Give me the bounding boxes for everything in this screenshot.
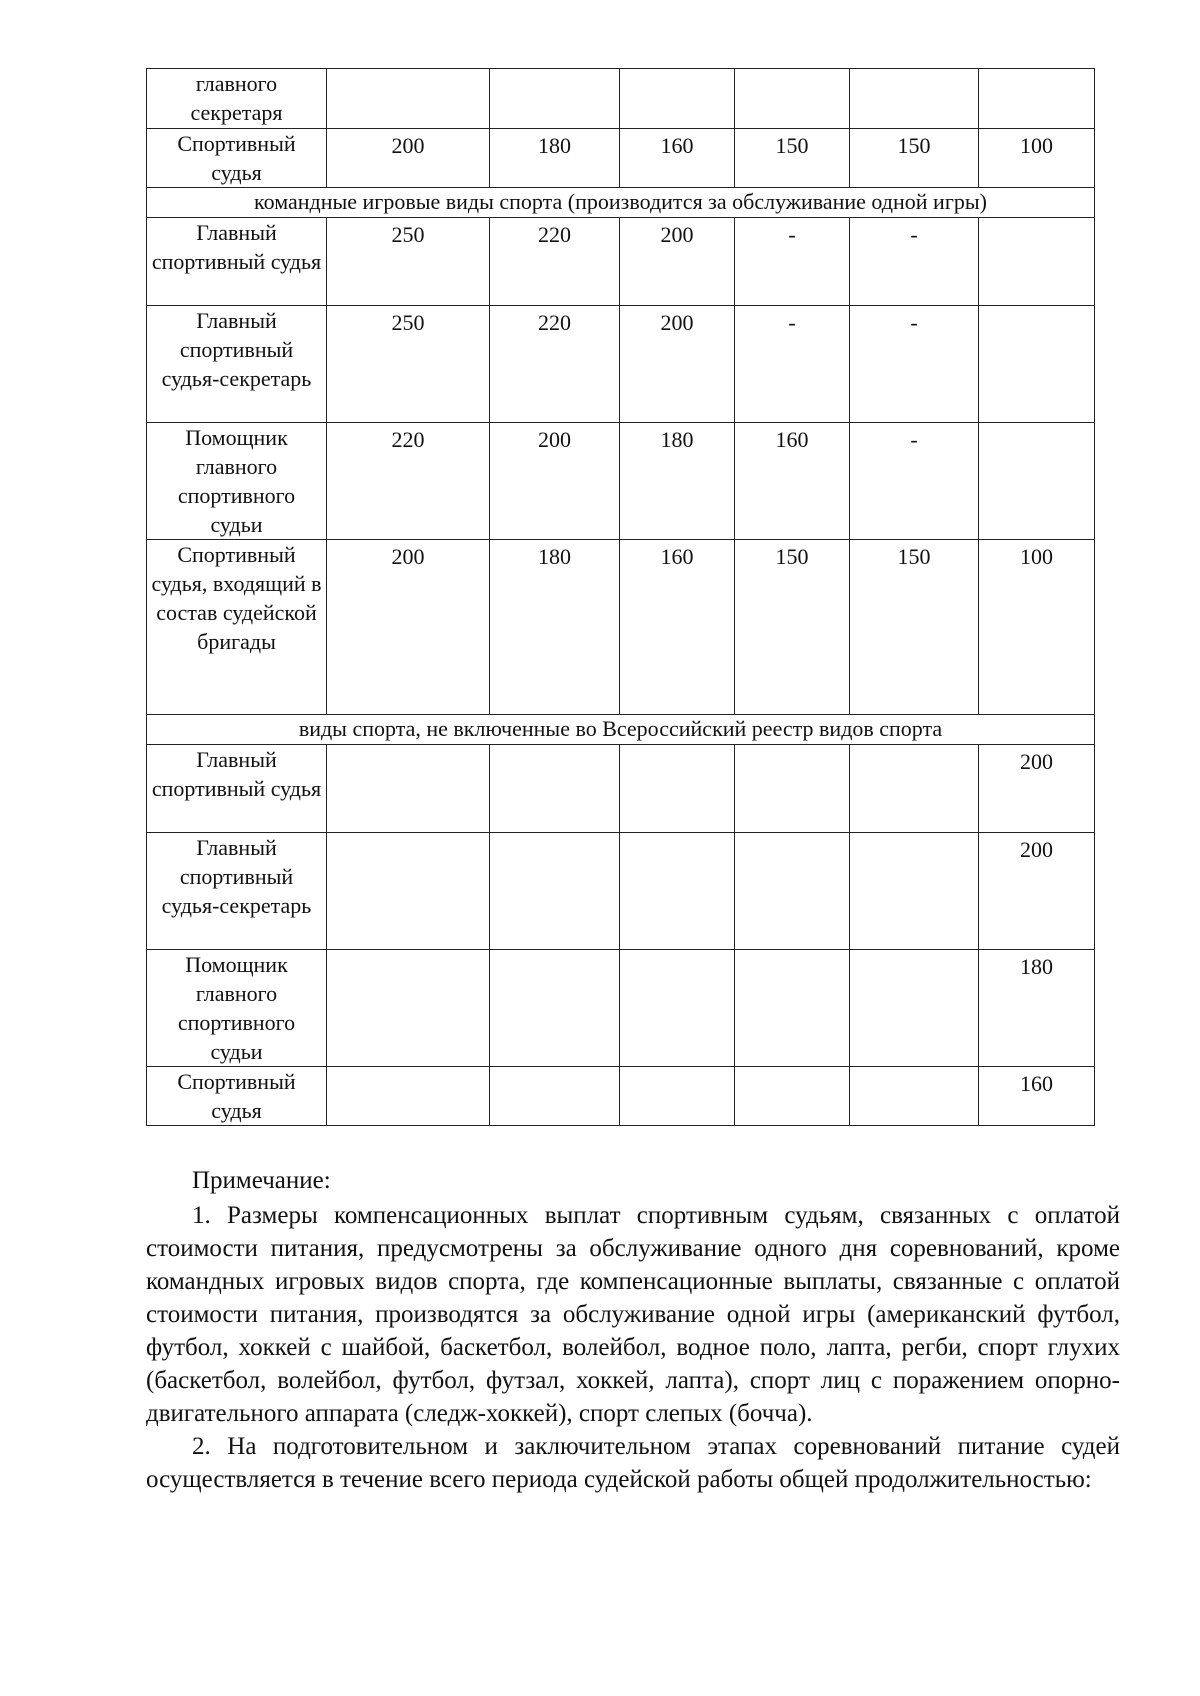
value-cell: 250	[327, 306, 490, 423]
notes-section	[146, 1164, 1120, 1496]
value-cell: 150	[735, 540, 850, 715]
value-cell: 180	[620, 423, 735, 540]
value-cell: 200	[327, 129, 490, 188]
value-cell: 160	[735, 423, 850, 540]
value-cell: 100	[979, 129, 1095, 188]
compensation-table	[146, 68, 1095, 1126]
role-cell: Помощник главного спортивного судьи	[147, 950, 327, 1067]
role-cell: Спортивный судья	[147, 1067, 327, 1126]
value-cell	[979, 306, 1095, 423]
value-cell	[490, 833, 620, 950]
value-cell	[850, 69, 979, 129]
value-cell	[979, 218, 1095, 306]
value-cell: 220	[490, 306, 620, 423]
value-cell	[735, 745, 850, 833]
table-row	[147, 540, 1095, 715]
section-row	[147, 715, 1095, 745]
role-cell: Главный спортивный судья	[147, 745, 327, 833]
value-cell: 180	[490, 129, 620, 188]
value-cell: 200	[490, 423, 620, 540]
value-cell	[490, 745, 620, 833]
value-cell: 160	[620, 129, 735, 188]
value-cell	[979, 423, 1095, 540]
value-cell: 160	[620, 540, 735, 715]
value-cell: 150	[850, 129, 979, 188]
value-cell	[490, 1067, 620, 1126]
value-cell: -	[850, 306, 979, 423]
value-cell	[979, 69, 1095, 129]
value-cell	[620, 1067, 735, 1126]
role-cell: Главный спортивный судья	[147, 218, 327, 306]
value-cell	[490, 950, 620, 1067]
value-cell: 180	[979, 950, 1095, 1067]
value-cell	[735, 833, 850, 950]
value-cell	[327, 950, 490, 1067]
value-cell: 200	[979, 833, 1095, 950]
value-cell: 200	[620, 218, 735, 306]
role-cell: Спортивный судья	[147, 129, 327, 188]
role-cell: Главный спортивный судья-секретарь	[147, 833, 327, 950]
value-cell: 100	[979, 540, 1095, 715]
value-cell	[327, 1067, 490, 1126]
value-cell: 200	[327, 540, 490, 715]
value-cell: 250	[327, 218, 490, 306]
value-cell	[327, 745, 490, 833]
table-row	[147, 69, 1095, 129]
value-cell	[850, 950, 979, 1067]
notes-title: Примечание:	[192, 1167, 331, 1194]
value-cell	[620, 833, 735, 950]
note-paragraph-2: 2. На подготовительном и заключительном этапах соревнований питание судей осуществляется в течение всего периода судейской работы общей продолжительностью:	[146, 1433, 1120, 1493]
section-row	[147, 188, 1095, 218]
role-cell: Помощник главного спортивного судьи	[147, 423, 327, 540]
note-paragraph-1: 1. Размеры компенсационных выплат спортивным судьям, связанных с оплатой стоимости питания, предусмотрены за обслуживание одного дня соревнований, кроме командных игровых видов спорта, где компенсационные выплаты, связанные с оплатой стоимости питания, производятся за обслуживание одной игры (американский футбол, футбол, хоккей с шайбой, баскетбол, волейбол, водное поло, лапта, регби, спорт глухих (баскетбол, волейбол, футбол, футзал, хоккей, лапта), спорт лиц с поражением опорно-двигательного аппарата (следж-хоккей), спорт слепых (бочча).	[146, 1202, 1120, 1427]
table-row	[147, 950, 1095, 1067]
table-row	[147, 833, 1095, 950]
value-cell: -	[850, 423, 979, 540]
table-row	[147, 1067, 1095, 1126]
value-cell: 220	[327, 423, 490, 540]
role-cell: Спортивный судья, входящий в состав судейской бригады	[147, 540, 327, 715]
value-cell: -	[735, 218, 850, 306]
value-cell	[327, 69, 490, 129]
value-cell: 200	[620, 306, 735, 423]
table-row	[147, 423, 1095, 540]
table-row	[147, 129, 1095, 188]
value-cell	[850, 745, 979, 833]
value-cell: -	[850, 218, 979, 306]
value-cell	[327, 833, 490, 950]
value-cell	[850, 833, 979, 950]
value-cell	[850, 1067, 979, 1126]
value-cell: 200	[979, 745, 1095, 833]
value-cell: -	[735, 306, 850, 423]
value-cell	[735, 1067, 850, 1126]
value-cell	[490, 69, 620, 129]
role-cell: Главный спортивный судья-секретарь	[147, 306, 327, 423]
table-row	[147, 745, 1095, 833]
value-cell	[620, 745, 735, 833]
value-cell: 180	[490, 540, 620, 715]
section-heading: виды спорта, не включенные во Всероссийский реестр видов спорта	[147, 715, 1095, 745]
value-cell: 160	[979, 1067, 1095, 1126]
value-cell: 150	[735, 129, 850, 188]
value-cell: 150	[850, 540, 979, 715]
value-cell	[735, 950, 850, 1067]
table-row	[147, 306, 1095, 423]
value-cell	[620, 950, 735, 1067]
table-row	[147, 218, 1095, 306]
value-cell	[620, 69, 735, 129]
role-cell: главного секретаря	[147, 69, 327, 129]
value-cell: 220	[490, 218, 620, 306]
section-heading: командные игровые виды спорта (производится за обслуживание одной игры)	[147, 188, 1095, 218]
value-cell	[735, 69, 850, 129]
